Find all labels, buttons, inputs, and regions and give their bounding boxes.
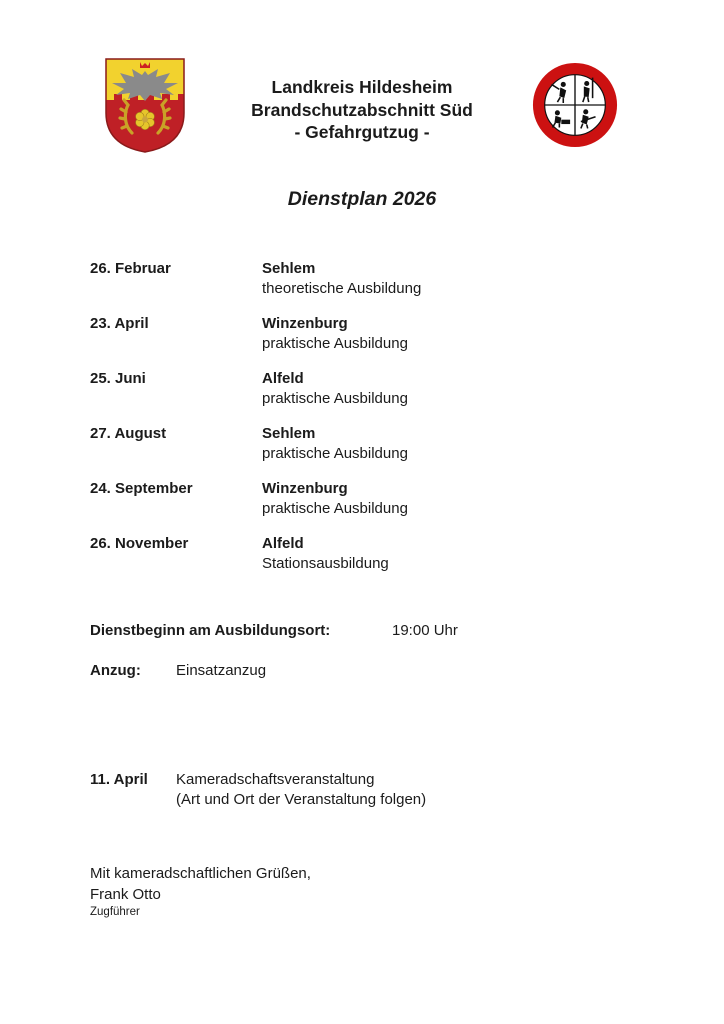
entry-date: 25. Juni: [90, 370, 146, 387]
schedule-entry: [90, 369, 421, 409]
anzug-label: Anzug:: [90, 662, 141, 679]
landkreis-hildesheim-coat-of-arms-icon: [100, 55, 190, 155]
schedule-entry: [90, 259, 421, 299]
entry-activity: Stationsausbildung: [262, 555, 389, 572]
entry-location: Sehlem: [262, 260, 316, 277]
event-row: [90, 770, 426, 810]
dienstbeginn-label: Dienstbeginn am Ausbildungsort:: [90, 622, 331, 639]
signature-name: Frank Otto: [90, 886, 161, 903]
entry-details: [262, 479, 408, 519]
entry-location: Winzenburg: [262, 480, 348, 497]
header-title-block: [251, 76, 473, 144]
entry-activity: praktische Ausbildung: [262, 390, 408, 407]
entry-date: 24. September: [90, 480, 193, 497]
entry-location: Sehlem: [262, 425, 316, 442]
entry-location: Alfeld: [262, 535, 304, 552]
entry-activity: praktische Ausbildung: [262, 445, 408, 462]
event-line-1: Kameradschaftsveranstaltung: [176, 771, 375, 788]
entry-details: [262, 314, 408, 354]
signature-role: Zugführer: [90, 906, 140, 918]
header-line-1: Landkreis Hildesheim: [271, 77, 453, 97]
entry-date: 26. November: [90, 535, 189, 552]
anzug-value: Einsatzanzug: [176, 662, 267, 679]
entry-details: [262, 424, 408, 464]
event-line-2: (Art und Ort der Veranstaltung folgen): [176, 791, 427, 808]
anzug-row: [90, 662, 267, 679]
entry-details: [262, 369, 408, 409]
entry-activity: praktische Ausbildung: [262, 500, 408, 517]
schedule-list: [90, 259, 421, 589]
schedule-entry: [90, 424, 421, 464]
entry-date: 23. April: [90, 315, 149, 332]
header-line-3: - Gefahrgutzug -: [294, 122, 430, 142]
schedule-entry: [90, 479, 421, 519]
dienstbeginn-value: 19:00 Uhr: [392, 622, 458, 639]
event-date: 11. April: [90, 771, 148, 788]
schedule-entry: [90, 314, 421, 354]
entry-activity: theoretische Ausbildung: [262, 280, 422, 297]
entry-location: Winzenburg: [262, 315, 348, 332]
entry-activity: praktische Ausbildung: [262, 335, 408, 352]
entry-details: [262, 259, 421, 299]
signature-greeting: Mit kameradschaftlichen Grüßen,: [90, 865, 311, 882]
page-title: Dienstplan 2026: [287, 188, 437, 210]
entry-date: 26. Februar: [90, 260, 171, 277]
dienstbeginn-row: [90, 622, 458, 639]
entry-details: [262, 534, 389, 574]
feuerwehr-emblem-icon: [531, 61, 619, 149]
event-details: [176, 770, 426, 810]
entry-location: Alfeld: [262, 370, 304, 387]
signature-block: [90, 863, 311, 920]
header-line-2: Brandschutzabschnitt Süd: [251, 99, 473, 120]
entry-date: 27. August: [90, 425, 167, 442]
schedule-entry: [90, 534, 421, 574]
